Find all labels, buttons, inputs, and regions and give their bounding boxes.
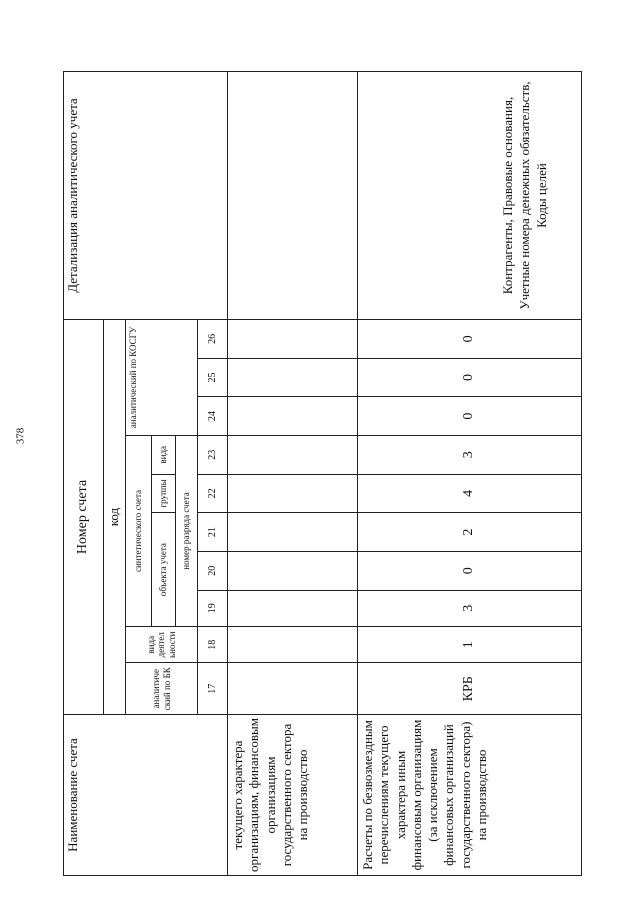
header-vid: вида — [152, 435, 176, 474]
cell: 2 — [358, 513, 582, 552]
cell: 3 — [358, 590, 582, 626]
cell: 3 — [358, 435, 582, 474]
header-account-number: Номер счета — [64, 320, 104, 715]
digit-18: 18 — [198, 627, 228, 663]
row-name: Расчеты по безвозмездным перечислениям текущего характера иным финансовым организациям (за исключением финансовых организаций государственного сектора) на производство — [358, 715, 582, 876]
digit-17: 17 — [198, 663, 228, 715]
cell — [228, 435, 358, 474]
account-table — [63, 71, 582, 876]
header-analytic-bk: аналитиче ский по БК — [126, 663, 198, 715]
header-kosgu: аналитический по КОСГУ — [126, 320, 198, 436]
cell: 0 — [358, 551, 582, 590]
header-synthetic: синтетического счета — [126, 435, 152, 626]
cell — [228, 397, 358, 436]
cell — [228, 590, 358, 626]
cell — [228, 663, 358, 715]
header-razryad: номер разряда счета — [176, 435, 198, 626]
cell — [228, 513, 358, 552]
cell: КРБ — [358, 663, 582, 715]
digit-21: 21 — [198, 513, 228, 552]
row-detail: Контрагенты, Правовые основания, Учетные номера денежных обязательств, Коды целей — [358, 72, 582, 320]
account-table-rotated — [63, 71, 628, 876]
page-number: 378 — [14, 427, 27, 445]
digit-22: 22 — [198, 474, 228, 513]
cell: 1 — [358, 627, 582, 663]
table-row — [358, 72, 582, 876]
digit-25: 25 — [198, 358, 228, 397]
cell — [228, 627, 358, 663]
cell — [228, 358, 358, 397]
row-detail — [228, 72, 358, 320]
header-group: группы — [152, 474, 176, 513]
cell — [228, 320, 358, 359]
cell: 4 — [358, 474, 582, 513]
cell — [228, 474, 358, 513]
row-name: текущего характера организациям, финансовым организациям государственного сектора на производство — [228, 715, 358, 876]
cell: 0 — [358, 320, 582, 359]
header-object: объекта учета — [152, 513, 176, 627]
header-analytic-detail: Детализация аналитического учета — [64, 72, 228, 320]
cell: 0 — [358, 358, 582, 397]
header-activity-type: вида деятел ьности — [126, 627, 198, 663]
cell: 0 — [358, 397, 582, 436]
cell — [228, 551, 358, 590]
digit-26: 26 — [198, 320, 228, 359]
digit-20: 20 — [198, 551, 228, 590]
digit-23: 23 — [198, 435, 228, 474]
header-account-name: Наименование счета — [64, 715, 228, 876]
header-kod: код — [104, 320, 126, 715]
table-row — [228, 72, 358, 876]
digit-19: 19 — [198, 590, 228, 626]
digit-24: 24 — [198, 397, 228, 436]
